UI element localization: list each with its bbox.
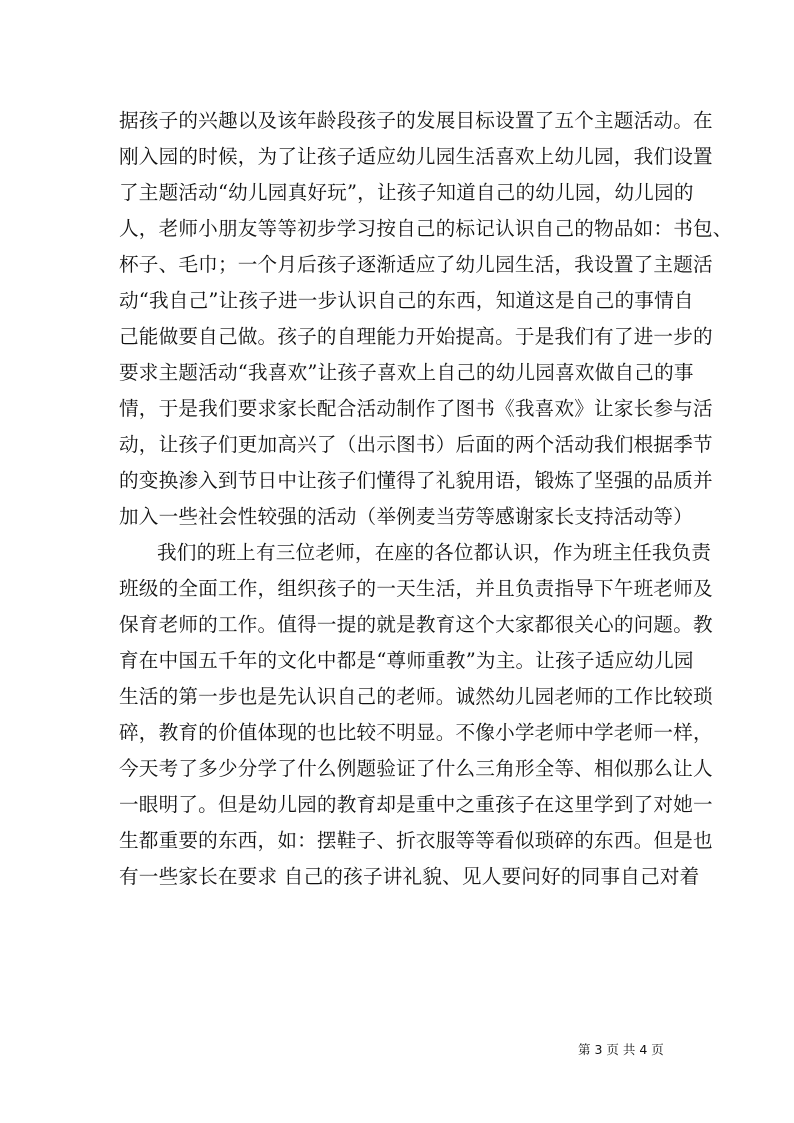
paragraph-line: 我们的班上有三位老师，在座的各位都认识，作为班主任我负责 xyxy=(157,541,712,564)
paragraph-line: 育在中国五千年的文化中都是“尊师重教”为主。让孩子适应幼儿园 xyxy=(119,649,694,672)
paragraph-line: 生都重要的东西，如：摆鞋子、折衣服等等看似琐碎的东西。但是也 xyxy=(119,829,713,852)
paragraph-line: 碎，教育的价值体现的也比较不明显。不像小学老师中学老师一样， xyxy=(119,721,713,744)
paragraph-line: 刚入园的时候，为了让孩子适应幼儿园生活喜欢上幼儿园，我们设置 xyxy=(119,145,713,168)
paragraph-line: 有一些家长在要求 自己的孩子讲礼貌、见人要问好的同事自己对着 xyxy=(119,865,700,888)
paragraph-line: 一眼明了。但是幼儿园的教育却是重中之重孩子在这里学到了对她一 xyxy=(119,793,713,816)
paragraph-line: 保育老师的工作。值得一提的就是教育这个大家都很关心的问题。教 xyxy=(119,613,713,636)
paragraph-line: 今天考了多少分学了什么例题验证了什么三角形全等、相似那么让人 xyxy=(119,757,713,780)
paragraph-line: 了主题活动“幼儿园真好玩”，让孩子知道自己的幼儿园，幼儿园的 xyxy=(119,181,694,204)
paragraph-line: 情，于是我们要求家长配合活动制作了图书《我喜欢》让家长参与活 xyxy=(119,397,713,420)
paragraph-line: 动“我自己”让孩子进一步认识自己的东西，知道这是自己的事情自 xyxy=(119,289,694,312)
paragraph-line: 动，让孩子们更加高兴了（出示图书）后面的两个活动我们根据季节 xyxy=(119,433,713,456)
paragraph-line: 的变换渗入到节日中让孩子们懂得了礼貌用语，锻炼了坚强的品质并 xyxy=(119,469,713,492)
paragraph-line: 人，老师小朋友等等初步学习按自己的标记认识自己的物品如：书包、 xyxy=(119,217,733,240)
paragraph-line: 据孩子的兴趣以及该年龄段孩子的发展目标设置了五个主题活动。在 xyxy=(119,109,713,132)
page-number-footer: 第 3 页 共 4 页 xyxy=(578,1042,664,1057)
paragraph-line: 杯子、毛巾；一个月后孩子逐渐适应了幼儿园生活，我设置了主题活 xyxy=(119,253,713,276)
paragraph-line: 要求主题活动“我喜欢”让孩子喜欢上自己的幼儿园喜欢做自己的事 xyxy=(119,361,694,384)
paragraph-line: 班级的全面工作，组织孩子的一天生活，并且负责指导下午班老师及 xyxy=(119,577,713,600)
paragraph-line: 加入一些社会性较强的活动（举例麦当劳等感谢家长支持活动等） xyxy=(119,505,694,528)
paragraph-line: 生活的第一步也是先认识自己的老师。诚然幼儿园老师的工作比较琐 xyxy=(119,685,713,708)
paragraph-line: 己能做要自己做。孩子的自理能力开始提高。于是我们有了进一步的 xyxy=(119,325,713,348)
